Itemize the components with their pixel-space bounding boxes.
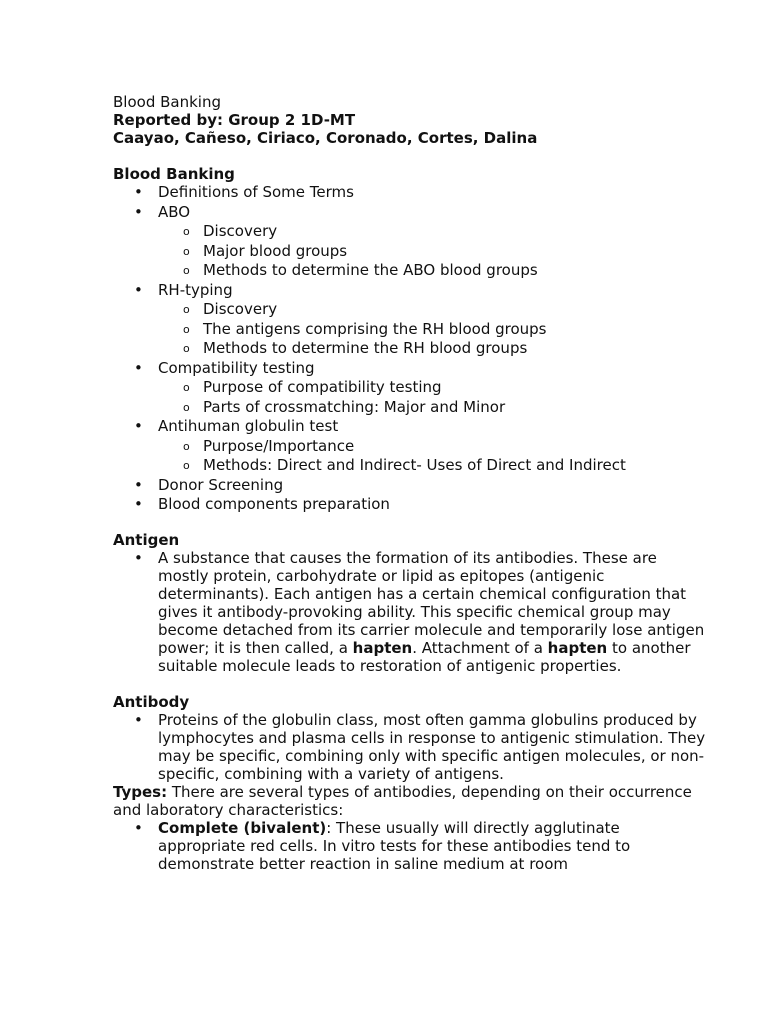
outline-subitem: o Major blood groups bbox=[113, 242, 708, 260]
outline-subitem: o Methods to determine the RH blood groups bbox=[113, 339, 708, 357]
outline-section bbox=[113, 165, 708, 513]
complete-text: : These usually will directly agglutinate appropriate red cells. In vitro tests for these antibodies tend to demonstrate better reaction in saline medium at room bbox=[158, 819, 631, 873]
antigen-text-2: . Attachment of a bbox=[412, 639, 548, 657]
outline-subitem: o Discovery bbox=[113, 222, 708, 240]
reported-by bbox=[113, 111, 708, 129]
antigen-text-3: to another suitable molecule leads to restoration of antigenic properties. bbox=[158, 639, 691, 675]
antigen-definition bbox=[113, 549, 708, 675]
authors-line: Caayao, Cañeso, Ciriaco, Coronado, Cortes, Dalina bbox=[113, 129, 538, 147]
outline-subitem: o Parts of crossmatching: Major and Minor bbox=[113, 398, 708, 416]
outline-item: • Antihuman globulin test bbox=[113, 417, 708, 435]
antibody-heading: Antibody bbox=[113, 693, 190, 711]
outline-heading: Blood Banking bbox=[113, 165, 235, 183]
complete-label: Complete (bivalent) bbox=[158, 819, 327, 837]
hapten-term-2: hapten bbox=[547, 639, 608, 657]
types-text: There are several types of antibodies, depending on their occurrence and laboratory characteristics: bbox=[113, 783, 692, 819]
antibody-section bbox=[113, 693, 708, 873]
outline-item: • Blood components preparation bbox=[113, 495, 708, 513]
doc-title: Blood Banking bbox=[113, 93, 221, 111]
outline-list bbox=[113, 183, 708, 513]
outline-item: • RH-typing bbox=[113, 281, 708, 299]
outline-item: • ABO bbox=[113, 203, 708, 221]
complete-antibody bbox=[113, 819, 708, 873]
outline-item: • Definitions of Some Terms bbox=[113, 183, 708, 201]
outline-subitem: o Methods to determine the ABO blood groups bbox=[113, 261, 708, 279]
reported-by-value: Group 2 1D-MT bbox=[228, 111, 356, 129]
outline-subitem: o Discovery bbox=[113, 300, 708, 318]
outline-subitem: o Purpose/Importance bbox=[113, 437, 708, 455]
antigen-text-1: A substance that causes the formation of its antibodies. These are mostly protein, carbohydrate or lipid as epitopes (antigenic determinants). Each antigen has a certain chemical configuration that gives it antibody-provoking ability. This specific chemical group may become detached from its carrier molecule and temporarily lose antigen power; it is then called, a bbox=[158, 549, 705, 657]
outline-subitem: o Purpose of compatibility testing bbox=[113, 378, 708, 396]
antibody-types bbox=[113, 783, 708, 819]
outline-subitem: o Methods: Direct and Indirect- Uses of Direct and Indirect bbox=[113, 456, 708, 474]
antibody-definition: • Proteins of the globulin class, most often gamma globulins produced by lymphocytes and plasma cells in response to antigenic stimulation. They may be specific, combining only with specific antigen molecules, or non-specific, combining with a variety of antigens. bbox=[113, 711, 708, 783]
hapten-term-1: hapten bbox=[352, 639, 413, 657]
types-label: Types: bbox=[113, 783, 168, 801]
reported-by-label: Reported by: bbox=[113, 111, 223, 129]
outline-item: • Donor Screening bbox=[113, 476, 708, 494]
antigen-heading: Antigen bbox=[113, 531, 180, 549]
outline-subitem: o The antigens comprising the RH blood groups bbox=[113, 320, 708, 338]
outline-item: • Compatibility testing bbox=[113, 359, 708, 377]
antigen-section bbox=[113, 531, 708, 675]
